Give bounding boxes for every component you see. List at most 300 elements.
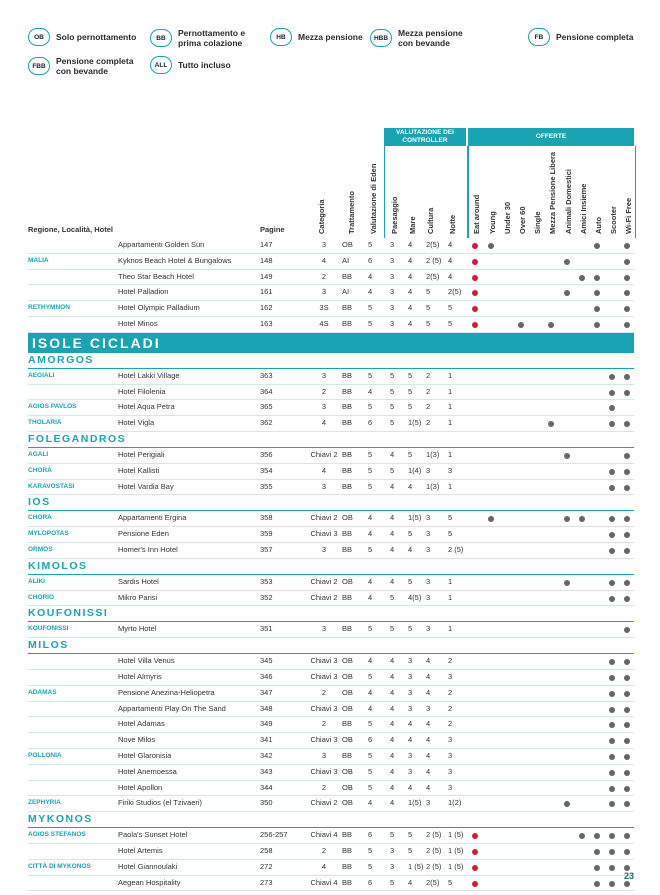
table-row (28, 765, 634, 781)
controller-score: 4 (390, 703, 395, 713)
region-label: RETHYMNON (28, 304, 70, 312)
hotel-name: Hotel Apollon (118, 782, 163, 792)
valutazione-value: 5 (368, 845, 373, 855)
page-ref: 348 (260, 703, 273, 713)
controller-score: 5 (408, 386, 413, 396)
trattamento-value: BB (342, 418, 353, 428)
controller-score: 5 (448, 318, 453, 328)
table-row (28, 369, 634, 385)
controller-score: 3 (448, 750, 453, 760)
controller-score: 1 (448, 576, 453, 586)
offer-dot (472, 322, 478, 328)
hotel-name: Hotel Lakki Village (118, 370, 180, 380)
legend-badge: HB (270, 28, 292, 46)
categoria-value: Chiavi 3 (310, 529, 338, 539)
controller-score: 4 (390, 766, 395, 776)
controller-score: 4 (408, 240, 413, 249)
hotel-name: Myrto Hotel (118, 624, 157, 634)
offer-col-header-text: Under 30 (503, 201, 512, 234)
table-row (28, 844, 634, 860)
hotel-name: Hotel Minos (118, 318, 158, 328)
controller-score: 1(5) (408, 513, 422, 523)
offer-col-header (621, 134, 633, 234)
categoria-value: 2 (321, 271, 327, 281)
offer-dot (594, 322, 600, 328)
controller-score: 5 (426, 303, 431, 313)
hotel-name: Paola's Sunset Hotel (118, 830, 188, 840)
controller-score: 3 (426, 465, 431, 475)
offer-dot (472, 849, 478, 855)
controller-score: 2 (426, 418, 431, 428)
controller-score: 3 (408, 766, 413, 776)
hotel-name: Nove Milos (118, 735, 156, 745)
region-label: KARAVOSTASI (28, 482, 75, 490)
page-ref: 357 (260, 544, 273, 554)
hotel-name: Hotel Palladion (118, 287, 169, 297)
controller-score: 4 (408, 735, 413, 745)
offer-dot (609, 548, 615, 554)
hotel-name: Aegean Hospitality (118, 877, 181, 887)
hotel-name: Hotel Giannoulaki (118, 861, 178, 871)
page-ref: 351 (260, 624, 273, 634)
table-row (28, 860, 634, 876)
legend-item-hbb (370, 28, 476, 48)
valutazione-value: 5 (368, 240, 373, 249)
controller-score: 1 (5) (408, 861, 424, 871)
page-ref: 354 (260, 465, 273, 475)
controller-score: 4 (390, 513, 395, 523)
offer-dot (472, 881, 478, 887)
trattamento-value: AI (342, 287, 350, 297)
offerte-group-header: OFFERTE (468, 128, 634, 146)
valutazione-value: 5 (368, 671, 373, 681)
valutazione-value: 6 (368, 418, 373, 428)
page-ref: 343 (260, 766, 273, 776)
trattamento-value: OB (342, 703, 353, 713)
valutazione-value: 6 (368, 877, 373, 887)
hotel-name: Hotel Olympic Palladium (118, 303, 200, 313)
table-row (28, 622, 634, 638)
controller-score: 1(2) (448, 798, 462, 808)
table-row (28, 464, 634, 480)
trattamento-value: OB (342, 240, 353, 249)
categoria-value: 3 (321, 544, 327, 554)
offer-dot (609, 770, 615, 776)
offer-dot (609, 691, 615, 697)
controller-score: 1 (448, 449, 453, 459)
offer-dot (609, 675, 615, 681)
controller-score: 4 (408, 271, 413, 281)
offer-dot (624, 786, 630, 792)
table-row (28, 254, 634, 270)
offer-col-header (485, 134, 497, 234)
trattamento-value: OB (342, 766, 353, 776)
controller-score: 3 (426, 798, 431, 808)
valutazione-value: 5 (368, 750, 373, 760)
valutazione-value: 6 (368, 830, 373, 840)
controller-score: 3 (448, 735, 453, 745)
hotel-name: Hotel Filolenia (118, 386, 166, 396)
region-label: THOLARIA (28, 419, 62, 427)
controller-score: 5 (408, 529, 413, 539)
valutazione-value: 6 (368, 735, 373, 745)
valutazione-value: 5 (368, 318, 373, 328)
offer-col-header-text: Mezza Pensione Libera (548, 151, 557, 234)
hotel-name: Hotel Vigla (118, 418, 155, 428)
island-title: KIMOLOS (28, 559, 634, 575)
trattamento-value: BB (342, 386, 353, 396)
valutazione-value: 4 (368, 703, 373, 713)
island-title: AMORGOS (28, 353, 634, 369)
controller-score: 4 (426, 735, 431, 745)
table-row (28, 796, 634, 812)
table-row (28, 527, 634, 543)
categoria-value: Chiavi 2 (310, 513, 338, 523)
trattamento-value: BB (342, 449, 353, 459)
controller-score: 2 (426, 402, 431, 412)
controller-score: 4 (426, 687, 431, 697)
controller-score: 4 (448, 255, 453, 265)
controller-score: 3 (390, 861, 395, 871)
categoria-value: 4 (321, 418, 327, 428)
controller-score: 4 (390, 687, 395, 697)
legend-label: Pensione completa con bevande (56, 56, 134, 76)
offer-dot (624, 548, 630, 554)
controller-score: 1 (448, 418, 453, 428)
controller-score: 5 (426, 287, 431, 297)
controller-score: 3 (426, 703, 431, 713)
table-row (28, 317, 634, 333)
valutazione-value: 4 (368, 592, 373, 602)
offer-col-header (530, 134, 542, 234)
offer-dot (564, 259, 570, 265)
valutazione-value: 5 (368, 624, 373, 634)
valutazione-value: 5 (368, 766, 373, 776)
offer-dot (594, 243, 600, 249)
controller-score: 4 (390, 798, 395, 808)
controller-score: 3 (390, 845, 395, 855)
region-column-header: Regione, Località, Hotel (28, 225, 114, 234)
categoria-value: 3 (321, 750, 327, 760)
offer-dot (624, 707, 630, 713)
controller-score: 5 (390, 370, 395, 380)
offer-dot (624, 754, 630, 760)
page-ref: 148 (260, 255, 273, 265)
offer-dot (579, 275, 585, 281)
offer-dot (624, 849, 630, 855)
controller-score: 2 (5) (426, 861, 442, 871)
controller-score: 3 (408, 687, 413, 697)
categoria-value: Chiavi 3 (310, 656, 338, 666)
hotel-name: Hotel Artemis (118, 845, 163, 855)
offer-dot (472, 243, 478, 249)
controller-score: 5 (390, 402, 395, 412)
trattamento-value: BB (342, 830, 353, 840)
trattamento-value: BB (342, 481, 353, 491)
controller-score: 2 (426, 370, 431, 380)
page-ref: 163 (260, 318, 273, 328)
page-ref: 362 (260, 418, 273, 428)
offer-col-header-text: Scooter (609, 206, 618, 234)
controller-score: 5 (390, 465, 395, 475)
valutazione-value: 4 (368, 386, 373, 396)
offer-dot (472, 865, 478, 871)
table-row (28, 702, 634, 718)
controller-score: 2 (448, 687, 453, 697)
offer-dot (624, 243, 630, 249)
hotel-name: Appartamenti Ergina (118, 513, 187, 523)
legend-badge: OB (28, 28, 50, 46)
controller-score: 4 (390, 481, 395, 491)
categoria-value: Chiavi 3 (310, 703, 338, 713)
controller-score: 5 (448, 303, 453, 313)
controller-score: 2 (448, 719, 453, 729)
offer-col-header-text: Amici Insieme (579, 183, 588, 234)
trattamento-value: BB (342, 845, 353, 855)
offer-dot (624, 770, 630, 776)
controller-score: 4 (390, 782, 395, 792)
valutazione-value: 4 (368, 687, 373, 697)
controller-score: 4 (426, 719, 431, 729)
controller-score: 4 (408, 287, 413, 297)
controller-score: 5 (408, 576, 413, 586)
offer-col-header-text: Wi-Fi Free (624, 197, 633, 234)
trattamento-value: AI (342, 255, 350, 265)
categoria-value: 4 (321, 255, 327, 265)
page-ref: 161 (260, 287, 273, 297)
categoria-value: 4S (319, 318, 329, 328)
trattamento-value: OB (342, 576, 353, 586)
trattamento-value: BB (342, 750, 353, 760)
controller-score: 3 (448, 782, 453, 792)
offer-col-header-text: Animali Domestici (564, 168, 573, 234)
controller-score: 4 (426, 750, 431, 760)
categoria-value: Chiavi 2 (310, 576, 338, 586)
categoria-value: Chiavi 4 (310, 830, 338, 840)
controller-score: 2 (5) (426, 255, 442, 265)
controller-score: 3 (426, 576, 431, 586)
page-ref: 273 (260, 877, 273, 887)
valutazione-value: 5 (368, 544, 373, 554)
controller-score: 1(5) (408, 798, 422, 808)
offer-col-header-text: Eat around (472, 194, 481, 234)
hotel-name: Hotel Kallisti (118, 465, 160, 475)
page-ref: 345 (260, 656, 273, 666)
island-title: IOS (28, 495, 634, 511)
legend-item-fbb (28, 56, 134, 76)
controller-col-header-text: Cultura (426, 207, 435, 234)
valutazione-value: 4 (368, 798, 373, 808)
legend-badge: BB (150, 29, 172, 47)
categoria-value: 3 (321, 481, 327, 491)
region-label: MALIA (28, 256, 49, 264)
controller-score: 4 (390, 735, 395, 745)
hotel-name: Hotel Aqua Petra (118, 402, 175, 412)
legend-label: Pernottamento e prima colazione (178, 28, 246, 48)
valutazione-value: 5 (368, 782, 373, 792)
offer-dot (624, 275, 630, 281)
trattamento-value: OB (342, 513, 353, 523)
controller-score: 4 (390, 576, 395, 586)
controller-score: 3 (390, 287, 395, 297)
island-title: MYKONOS (28, 812, 634, 828)
table-header (28, 128, 634, 238)
offer-dot (564, 453, 570, 459)
trattamento-value: BB (342, 303, 353, 313)
table-row (28, 670, 634, 686)
trattamento-value: OB (342, 735, 353, 745)
controller-score: 3 (408, 671, 413, 681)
trattamento-value: BB (342, 624, 353, 634)
offer-col-header (606, 134, 618, 234)
offer-dot (609, 786, 615, 792)
page-ref: 344 (260, 782, 273, 792)
controller-score: 4 (390, 529, 395, 539)
controller-col-header-text: Paesaggio (390, 196, 399, 234)
valutazione-value: 5 (368, 481, 373, 491)
controller-score: 3 (448, 766, 453, 776)
table-row (28, 400, 634, 416)
trattamento-value: OB (342, 782, 353, 792)
region-label: AGIOS PAVLOS (28, 403, 77, 411)
categoria-value: 2 (321, 687, 327, 697)
controller-score: 3 (448, 671, 453, 681)
offer-dot (518, 322, 524, 328)
region-label: POLLONIA (28, 751, 62, 759)
valutazione-value: 5 (368, 402, 373, 412)
island-title: MILOS (28, 638, 634, 654)
controller-score: 2(5) (426, 271, 440, 281)
controller-score: 4 (408, 481, 413, 491)
table-row (28, 781, 634, 797)
table-row (28, 876, 634, 892)
categoria-value: Chiavi 2 (310, 592, 338, 602)
hotel-name: Homer's Inn Hotel (118, 544, 178, 554)
offer-dot (488, 243, 494, 249)
trattamento-value: BB (342, 465, 353, 475)
legend-badge: ALL (150, 56, 172, 74)
controller-score: 4 (408, 318, 413, 328)
valutazione-value: 4 (368, 513, 373, 523)
legend-label: Mezza pensione con bevande (398, 28, 463, 48)
valutazione-value: 5 (368, 303, 373, 313)
categoria-header-text: Categoria (317, 199, 326, 234)
controller-score: 3 (390, 271, 395, 281)
hotel-name: Pensione Eden (118, 529, 169, 539)
offer-dot (624, 881, 630, 887)
controller-score: 1(3) (426, 481, 440, 491)
controller-score: 2 (426, 386, 431, 396)
categoria-value: Chiavi 3 (310, 671, 338, 681)
controller-score: 2 (5) (448, 544, 464, 554)
legend-label: Solo pernottamento (56, 32, 137, 42)
page-ref: 149 (260, 271, 273, 281)
offer-dot (594, 881, 600, 887)
table-row (28, 575, 634, 591)
controller-score: 5 (408, 624, 413, 634)
controller-score: 2 (5) (426, 830, 442, 840)
table-row (28, 511, 634, 527)
controller-score: 4 (390, 719, 395, 729)
offer-dot (609, 865, 615, 871)
controller-score: 5 (390, 624, 395, 634)
page-ref: 272 (260, 861, 273, 871)
controller-score: 4 (408, 544, 413, 554)
valutazione-header (366, 134, 378, 234)
trattamento-value: BB (342, 529, 353, 539)
controller-score: 5 (408, 449, 413, 459)
controller-score: 4 (408, 303, 413, 313)
offer-dot (609, 754, 615, 760)
trattamento-value: BB (342, 370, 353, 380)
controller-score: 4 (408, 255, 413, 265)
offer-col-header (576, 134, 588, 234)
offer-dot (609, 485, 615, 491)
legend-badge: FB (528, 28, 550, 46)
trattamento-value: BB (342, 877, 353, 887)
table-row (28, 828, 634, 844)
valutazione-value: 5 (368, 719, 373, 729)
controller-score: 4 (390, 671, 395, 681)
offer-dot (624, 374, 630, 380)
categoria-value: 4 (321, 465, 327, 475)
table-row (28, 543, 634, 559)
legend-item-fb (528, 28, 633, 46)
region-label: AGIOS STEFANOS (28, 831, 86, 839)
valutazione-value: 4 (368, 287, 373, 297)
hotel-name: Hotel Glaronisia (118, 750, 172, 760)
controller-score: 1 (5) (448, 845, 464, 855)
hotel-name: Hotel Perigiali (118, 449, 165, 459)
offer-col-header (515, 134, 527, 234)
offer-col-header (500, 134, 512, 234)
offer-dot (472, 259, 478, 265)
offer-dot (564, 580, 570, 586)
table-row (28, 270, 634, 286)
page-ref: 346 (260, 671, 273, 681)
controller-score: 4 (408, 877, 413, 887)
hotel-name: Hotel Vardia Bay (118, 481, 174, 491)
hotel-name: Hotel Adamas (118, 719, 165, 729)
island-title: FOLEGANDROS (28, 432, 634, 448)
hotel-name: Firiki Studios (el Tzivaeri) (118, 798, 203, 808)
categoria-value: 3 (321, 240, 327, 249)
controller-score: 1(4) (408, 465, 422, 475)
controller-score: 4 (408, 782, 413, 792)
controller-score: 5 (408, 830, 413, 840)
categoria-value: 3 (321, 287, 327, 297)
page-ref: 353 (260, 576, 273, 586)
offer-col-header-text: Over 60 (518, 206, 527, 234)
trattamento-value: OB (342, 656, 353, 666)
trattamento-value: OB (342, 671, 353, 681)
table-row (28, 480, 634, 496)
trattamento-value: BB (342, 271, 353, 281)
offer-dot (624, 485, 630, 491)
controller-score: 5 (390, 386, 395, 396)
controller-score: 1 (5) (448, 861, 464, 871)
controller-score: 5 (390, 830, 395, 840)
categoria-value: 3 (321, 370, 327, 380)
valutazione-header-text: Valutazione di Eden (369, 163, 378, 234)
controller-score: 5 (390, 877, 395, 887)
legend-item-all (150, 56, 231, 74)
offer-col-header-text: Auto (594, 216, 603, 234)
valutazione-value: 4 (368, 656, 373, 666)
hotel-name: Appartamenti Golden Sun (118, 240, 205, 249)
page-ref: 350 (260, 798, 273, 808)
offer-dot (609, 707, 615, 713)
